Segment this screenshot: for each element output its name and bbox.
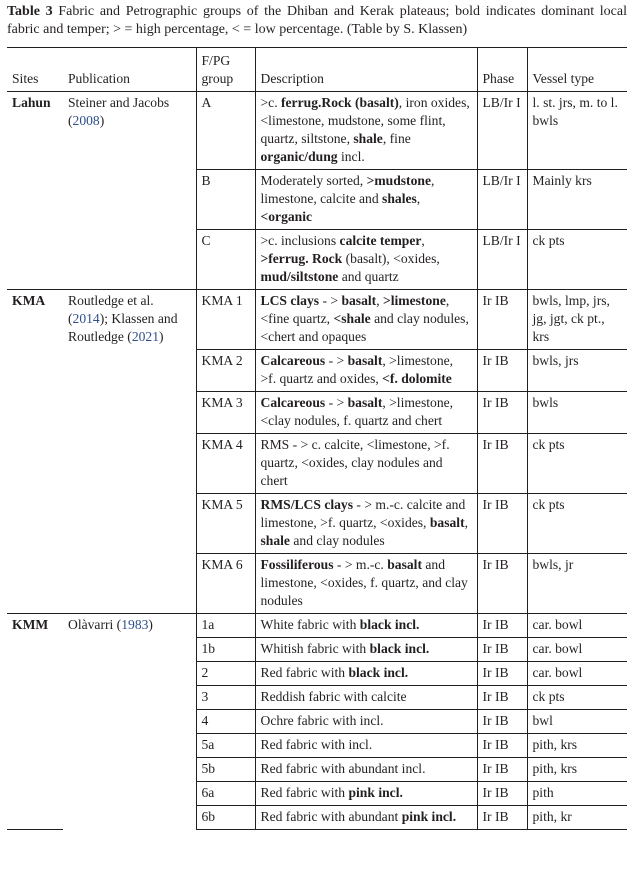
text-run: and clay nodules, <chert and opaques <box>260 311 469 344</box>
phase-cell: LB/Ir I <box>477 170 527 230</box>
vessel-type-cell: pith, krs <box>527 734 627 758</box>
text-run: and clay nodules <box>289 533 385 548</box>
fpg-cell: B <box>196 170 255 230</box>
text-run: White fabric with <box>260 617 360 632</box>
header-publication: Publication <box>63 48 196 92</box>
vessel-type-cell: pith <box>527 782 627 806</box>
text-run: mud/siltstone <box>260 269 339 284</box>
text-run: , fine <box>382 131 411 146</box>
description-cell <box>255 806 477 830</box>
text-run: RMS - > c. calcite, <limestone, >f. quartz, <oxides, clay nodules and chert <box>260 437 450 488</box>
text-run: Moderately sorted, <box>260 173 367 188</box>
text-run: Fossiliferous <box>260 557 334 572</box>
fpg-cell: 5b <box>196 758 255 782</box>
text-run: black incl. <box>369 641 430 656</box>
vessel-type-cell: bwls, jrs <box>527 350 627 392</box>
phase-cell: Ir IB <box>477 494 527 554</box>
text-run: and limestone, <oxides, f. quartz, and clay nodules <box>260 557 468 608</box>
header-description: Description <box>255 48 477 92</box>
text-run: Red fabric with <box>260 785 349 800</box>
citation-year: 2021 <box>131 329 159 344</box>
text-run: black incl. <box>359 617 420 632</box>
description-cell <box>255 710 477 734</box>
text-run: RMS/LCS clays <box>260 497 354 512</box>
text-run: (basalt), <oxides, <box>342 251 440 266</box>
text-run: ) <box>148 617 153 632</box>
fpg-cell: A <box>196 92 255 170</box>
vessel-type-cell: bwl <box>527 710 627 734</box>
description-cell <box>255 434 477 494</box>
text-run: >c. <box>260 95 281 110</box>
vessel-type-cell: pith, kr <box>527 806 627 830</box>
vessel-type-cell: ck pts <box>527 494 627 554</box>
text-run: calcite temper <box>339 233 422 248</box>
text-run: >ferrug. Rock <box>260 251 343 266</box>
text-run: Calcareous <box>260 353 326 368</box>
phase-cell: Ir IB <box>477 614 527 638</box>
text-run: >c. inclusions <box>260 233 340 248</box>
text-run: , <box>416 191 421 206</box>
text-run: Red fabric with incl. <box>260 737 373 752</box>
fpg-cell: KMA 4 <box>196 434 255 494</box>
description-cell <box>255 614 477 638</box>
text-run: - > <box>325 353 348 368</box>
header-fpg-group: F/PG group <box>196 48 255 92</box>
text-run: pink incl. <box>348 785 403 800</box>
description-cell <box>255 170 477 230</box>
table-body <box>7 92 627 830</box>
fpg-cell: KMA 5 <box>196 494 255 554</box>
fpg-cell: 6b <box>196 806 255 830</box>
phase-cell: Ir IB <box>477 350 527 392</box>
text-run: Red fabric with <box>260 665 349 680</box>
text-run: - > <box>319 293 342 308</box>
vessel-type-cell: bwls, jr <box>527 554 627 614</box>
text-run: pink incl. <box>401 809 457 824</box>
vessel-type-cell: ck pts <box>527 230 627 290</box>
text-run: Red fabric with abundant <box>260 809 402 824</box>
text-run: basalt <box>347 395 383 410</box>
header-row <box>7 48 627 92</box>
text-run: >limestone <box>382 293 446 308</box>
text-run: black incl. <box>348 665 409 680</box>
text-run: shale <box>353 131 383 146</box>
description-cell <box>255 734 477 758</box>
fpg-cell: 3 <box>196 686 255 710</box>
table-row <box>7 92 627 170</box>
text-run: basalt <box>347 353 383 368</box>
description-cell <box>255 662 477 686</box>
header-vessel-type: Vessel type <box>527 48 627 92</box>
text-run: Reddish fabric with calcite <box>260 689 407 704</box>
text-run: , <box>464 515 469 530</box>
description-cell <box>255 554 477 614</box>
description-cell <box>255 782 477 806</box>
vessel-type-cell: Mainly krs <box>527 170 627 230</box>
text-run: basalt <box>387 557 422 572</box>
text-run: , >limestone, <clay nodules, f. quartz and chert <box>260 395 454 428</box>
site-cell: KMM <box>7 614 63 830</box>
fpg-cell: KMA 6 <box>196 554 255 614</box>
text-run: incl. <box>337 149 365 164</box>
description-cell <box>255 638 477 662</box>
text-run: and quartz <box>338 269 399 284</box>
fpg-cell: 1b <box>196 638 255 662</box>
phase-cell: Ir IB <box>477 662 527 686</box>
vessel-type-cell: l. st. jrs, m. to l. bwls <box>527 92 627 170</box>
publication-cell <box>63 614 196 830</box>
fpg-cell: 6a <box>196 782 255 806</box>
text-run: ) <box>99 113 105 128</box>
text-run: - > m.-c. calcite and limestone, >f. quartz, <oxides, <box>260 497 466 530</box>
text-run: <shale <box>333 311 371 326</box>
text-run: shale <box>260 533 290 548</box>
publication-cell <box>63 290 196 614</box>
text-run: organic/dung <box>260 149 338 164</box>
description-cell <box>255 686 477 710</box>
text-run: , <box>421 233 425 248</box>
phase-cell: Ir IB <box>477 758 527 782</box>
fpg-cell: 5a <box>196 734 255 758</box>
text-run: , limestone, calcite and <box>260 173 435 206</box>
phase-cell: LB/Ir I <box>477 92 527 170</box>
phase-cell: Ir IB <box>477 710 527 734</box>
text-run: ); Klassen and Routledge ( <box>68 311 178 344</box>
vessel-type-cell: ck pts <box>527 434 627 494</box>
text-run: Ochre fabric with incl. <box>260 713 384 728</box>
phase-cell: LB/Ir I <box>477 230 527 290</box>
text-run: - > m.-c. <box>333 557 388 572</box>
text-run: Steiner and Jacobs <box>68 95 170 110</box>
fpg-cell: C <box>196 230 255 290</box>
caption-text: Fabric and Petrographic groups of the Dhiban and Kerak plateaus; bold indicates dominant local fabric and temper; > = high percentage, < = low percentage. (Table by S. Klassen) <box>7 4 627 37</box>
fpg-cell: 2 <box>196 662 255 686</box>
text-run: Whitish fabric with <box>260 641 370 656</box>
text-run: , >limestone, >f. quartz and oxides, <box>260 353 454 386</box>
text-run: , <fine quartz, <box>260 293 450 326</box>
vessel-type-cell: bwls <box>527 392 627 434</box>
text-run: basalt <box>341 293 377 308</box>
citation-year: 1983 <box>121 617 149 632</box>
text-run: <f. dolomite <box>382 371 452 386</box>
description-cell <box>255 494 477 554</box>
description-cell <box>255 350 477 392</box>
text-run: basalt <box>429 515 465 530</box>
vessel-type-cell: bwls, lmp, jrs, jg, jgt, ck pt., krs <box>527 290 627 350</box>
table-row <box>7 290 627 350</box>
phase-cell: Ir IB <box>477 290 527 350</box>
text-run: <organic <box>260 209 313 224</box>
vessel-type-cell: car. bowl <box>527 662 627 686</box>
caption-label: Table 3 <box>7 4 53 19</box>
header-sites: Sites <box>7 48 63 92</box>
fpg-cell: 4 <box>196 710 255 734</box>
fpg-cell: KMA 1 <box>196 290 255 350</box>
text-run: Routledge et al. ( <box>68 293 154 326</box>
phase-cell: Ir IB <box>477 782 527 806</box>
text-run: , <box>376 293 383 308</box>
text-run: Red fabric with abundant incl. <box>260 761 426 776</box>
table-caption <box>7 3 627 39</box>
phase-cell: Ir IB <box>477 734 527 758</box>
phase-cell: Ir IB <box>477 392 527 434</box>
fpg-cell: KMA 3 <box>196 392 255 434</box>
description-cell <box>255 392 477 434</box>
fpg-cell: 1a <box>196 614 255 638</box>
text-run: - > <box>325 395 348 410</box>
text-run: ferrug.Rock (basalt) <box>281 95 399 110</box>
citation-year: 2008 <box>72 113 100 128</box>
vessel-type-cell: ck pts <box>527 686 627 710</box>
phase-cell: Ir IB <box>477 434 527 494</box>
vessel-type-cell: car. bowl <box>527 614 627 638</box>
text-run: >mudstone <box>366 173 431 188</box>
site-cell: KMA <box>7 290 63 614</box>
text-run: shales <box>382 191 417 206</box>
phase-cell: Ir IB <box>477 638 527 662</box>
description-cell <box>255 758 477 782</box>
text-run: ) <box>159 329 164 344</box>
table-row <box>7 614 627 638</box>
description-cell <box>255 92 477 170</box>
description-cell <box>255 230 477 290</box>
fabric-table <box>7 47 627 830</box>
phase-cell: Ir IB <box>477 554 527 614</box>
fpg-cell: KMA 2 <box>196 350 255 392</box>
citation-year: 2014 <box>72 311 100 326</box>
publication-cell <box>63 92 196 290</box>
site-cell: Lahun <box>7 92 63 290</box>
description-cell <box>255 290 477 350</box>
phase-cell: Ir IB <box>477 686 527 710</box>
vessel-type-cell: car. bowl <box>527 638 627 662</box>
text-run: ( <box>68 113 73 128</box>
text-run: Calcareous <box>260 395 326 410</box>
header-phase: Phase <box>477 48 527 92</box>
text-run: Olàvarri ( <box>68 617 122 632</box>
phase-cell: Ir IB <box>477 806 527 830</box>
text-run: , iron oxides, <limestone, mudstone, some flint, quartz, siltstone, <box>260 95 470 146</box>
text-run: LCS clays <box>260 293 320 308</box>
vessel-type-cell: pith, krs <box>527 758 627 782</box>
